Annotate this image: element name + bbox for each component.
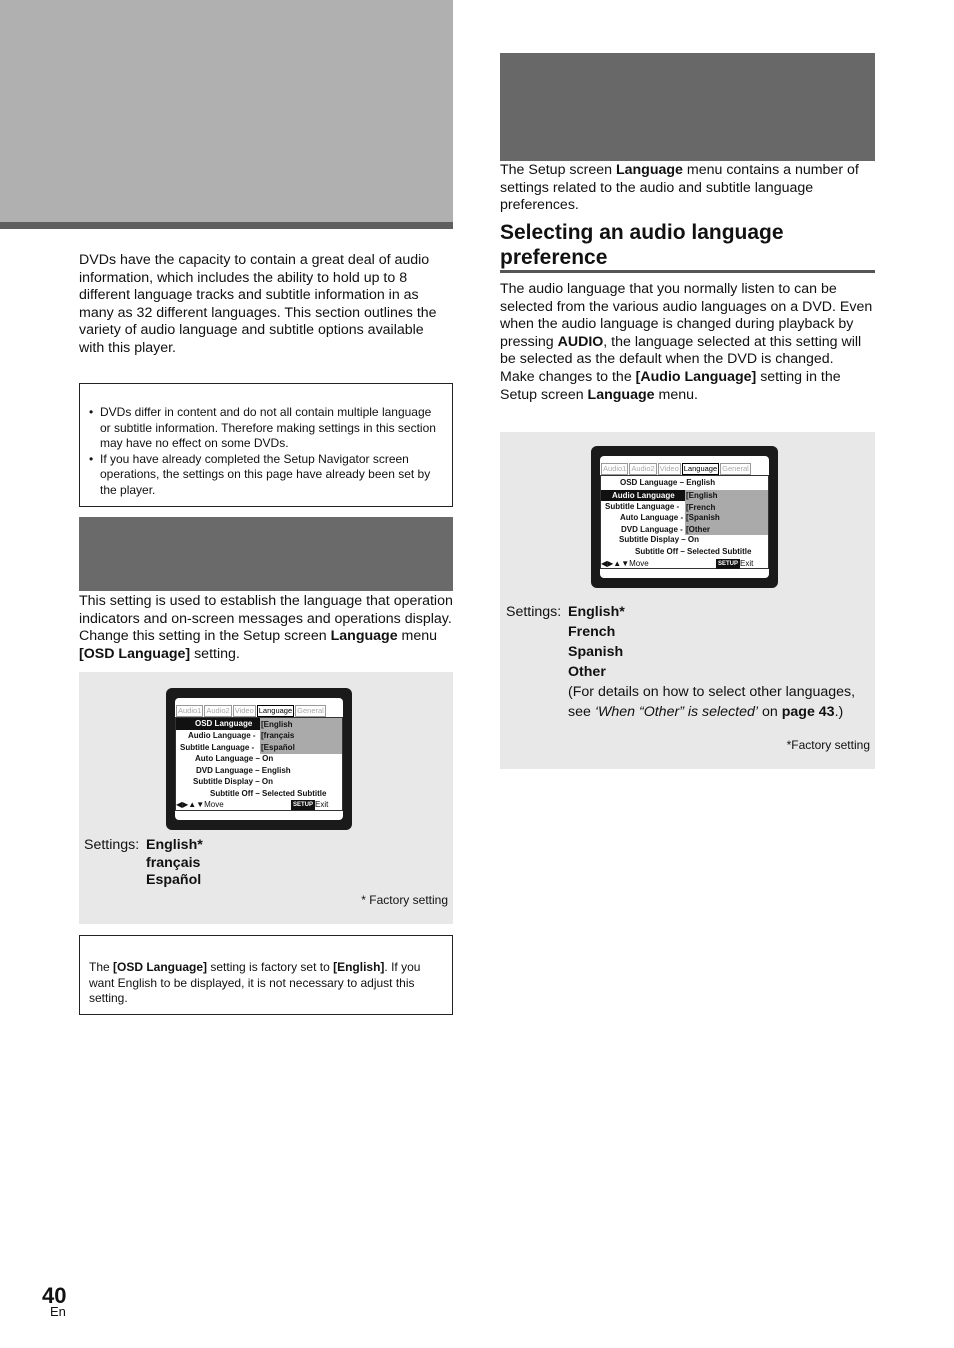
chapter-header-block	[0, 0, 453, 222]
text-run: The audio language that you normally listen to can be selected from the various audio languages on a DVD. Even when the audio language is changed during playback by pressing	[500, 281, 873, 350]
setting-option: Spanish	[568, 644, 624, 660]
setup-button-icon: SETUP	[293, 802, 314, 808]
text-run: menu contains a number of settings related to the audio and subtitle language preferences.	[500, 162, 859, 214]
text-bold: [English]	[333, 960, 385, 974]
arrow-keys-icon: ◀▶▲▼	[601, 559, 630, 568]
tv-display	[175, 698, 343, 820]
auto-language-row: Auto Language – On	[195, 754, 274, 763]
audio-language-label: Audio Language	[612, 491, 675, 500]
subtitle-language-label: Subtitle Language -	[180, 743, 255, 752]
option-text: Español	[263, 743, 295, 752]
note-item: • If you have already completed the Setup Navigator screen operations, the settings on this page have already been set by the player.	[89, 452, 444, 499]
setting-option: Other	[568, 664, 606, 680]
setting-option: English*	[568, 604, 625, 620]
option-other: [Other	[686, 525, 711, 534]
tab-general: General	[297, 706, 324, 715]
tab-video: Video	[234, 706, 254, 715]
audio-settings-list	[568, 602, 871, 722]
exit-label: Exit	[315, 800, 329, 810]
factory-setting-note: * Factory setting	[361, 893, 448, 907]
text-bold: Language	[330, 628, 398, 645]
notes-box	[79, 383, 453, 507]
note-item: • DVDs differ in content and do not all contain multiple language or subtitle information. Therefore making settings in this section may have no effect on some DVDs.	[89, 405, 444, 452]
text-run: menu	[397, 628, 438, 645]
option-text: français	[263, 731, 295, 740]
text-run: setting.	[190, 645, 240, 662]
setup-button-icon: SETUP	[718, 561, 739, 567]
other-details-note	[568, 682, 871, 722]
dvd-language-row: DVD Language – English	[196, 766, 291, 775]
dvd-language-label: DVD Language -	[621, 525, 683, 534]
osd-section-header-block	[79, 517, 453, 591]
osd-language-row: OSD Language – English	[620, 478, 716, 487]
option-text: Other	[688, 525, 711, 534]
subtitle-display-row: Subtitle Display – On	[619, 535, 700, 544]
factory-setting-note: *Factory setting	[786, 738, 870, 752]
option-french: [French	[686, 503, 716, 512]
option-text: English	[688, 491, 718, 500]
page-reference: page 43	[781, 704, 835, 720]
chapter-header-rule	[0, 222, 453, 229]
tab-audio1: Audio1	[603, 464, 627, 473]
audio-description	[500, 281, 876, 404]
option-spanish: [Spanish	[686, 513, 720, 522]
tab-audio2: Audio2	[206, 706, 230, 715]
text-run: menu.	[654, 386, 698, 403]
osd-tv-screen	[166, 688, 352, 830]
option-francais: [français	[261, 731, 295, 740]
subtitle-off-row: Subtitle Off – Selected Subtitle	[635, 547, 752, 556]
text-bold: Language	[615, 162, 683, 178]
text-run: on	[758, 704, 782, 720]
option-text: Spanish	[688, 513, 720, 522]
text-run: The Setup screen	[500, 162, 616, 178]
text-run: . If you want English to be displayed, it is not necessary to adjust this setting.	[89, 960, 421, 1006]
nav-hint	[176, 800, 224, 810]
option-english: [English	[261, 720, 293, 729]
exit-label: Exit	[740, 559, 754, 569]
osd-description	[79, 593, 453, 663]
text-run: , the language selected at this setting will be selected as the default when the DVD is changed.	[500, 333, 862, 368]
section-title: Selecting an audio language preference	[500, 221, 784, 269]
text-bold: Language	[587, 386, 655, 403]
osd-settings-list	[146, 837, 203, 890]
text-run: setting in the Setup screen	[500, 368, 841, 403]
setting-option: English*	[146, 837, 203, 853]
subtitle-off-row: Subtitle Off – Selected Subtitle	[210, 789, 327, 798]
audio-settings-panel	[500, 432, 875, 769]
intro-paragraph: DVDs have the capacity to contain a great deal of audio information, which includes the ability to hold up to 8 different language tracks and subtitle information in as many as 32 different languages. This section outlines the variety of audio language and subtitle options available with this player.	[79, 252, 437, 356]
nav-hint	[601, 559, 649, 569]
menu-tabs	[176, 705, 327, 717]
text-run: Make changes to the	[500, 368, 636, 385]
page-number: 40	[42, 1283, 67, 1308]
tab-language: Language	[683, 464, 718, 473]
text-run: The	[89, 960, 114, 974]
subtitle-display-row: Subtitle Display – On	[193, 777, 274, 786]
setting-option: français	[146, 854, 201, 871]
option-text: French	[688, 503, 716, 512]
text-bold: [OSD Language]	[113, 960, 208, 974]
audio-language-label: Audio Language -	[188, 731, 256, 740]
move-label: Move	[204, 800, 224, 809]
text-run: This setting is used to establish the language that operation indicators and on-screen messages and operations display. Change this setting in the Setup screen	[79, 593, 453, 645]
audio-tv-screen	[591, 446, 778, 588]
tab-audio1: Audio1	[178, 706, 202, 715]
page-language-code: En	[50, 1304, 66, 1319]
tab-language: Language	[258, 706, 293, 715]
osd-settings-panel	[79, 672, 453, 924]
option-english: [English	[686, 491, 718, 500]
text-bold: AUDIO	[557, 333, 604, 350]
move-label: Move	[629, 559, 649, 568]
notes-list	[89, 405, 444, 499]
language-menu-intro	[500, 162, 876, 215]
tab-video: Video	[659, 464, 679, 473]
tab-general: General	[722, 464, 749, 473]
option-espanol: [Español	[261, 743, 295, 752]
osd-settings-label: Settings:	[84, 837, 140, 853]
setting-option: Español	[146, 872, 202, 889]
osd-hint-box	[79, 935, 453, 1015]
text-run: (For details on how to select other languages, see	[568, 684, 856, 720]
text-run: .)	[834, 704, 844, 720]
section-header-block	[500, 53, 875, 161]
exit-hint	[716, 559, 753, 569]
osd-language-label: OSD Language	[195, 719, 253, 728]
tv-display	[600, 456, 769, 578]
text-run: setting is factory set to	[207, 960, 334, 974]
setting-option: French	[568, 624, 616, 640]
text-bold: [Audio Language]	[635, 368, 757, 385]
subtitle-language-label: Subtitle Language -	[605, 502, 680, 511]
option-text: English	[263, 720, 293, 729]
exit-hint	[291, 800, 328, 810]
arrow-keys-icon: ◀▶▲▼	[176, 800, 205, 809]
text-bold: [OSD Language]	[79, 645, 191, 662]
audio-settings-label: Settings:	[506, 604, 562, 620]
tab-audio2: Audio2	[631, 464, 655, 473]
audio-section-heading	[500, 220, 875, 270]
menu-tabs	[601, 463, 752, 475]
heading-rule	[500, 270, 875, 273]
auto-language-label: Auto Language -	[620, 513, 684, 522]
text-italic: ‘When “Other” is selected’	[594, 704, 759, 720]
